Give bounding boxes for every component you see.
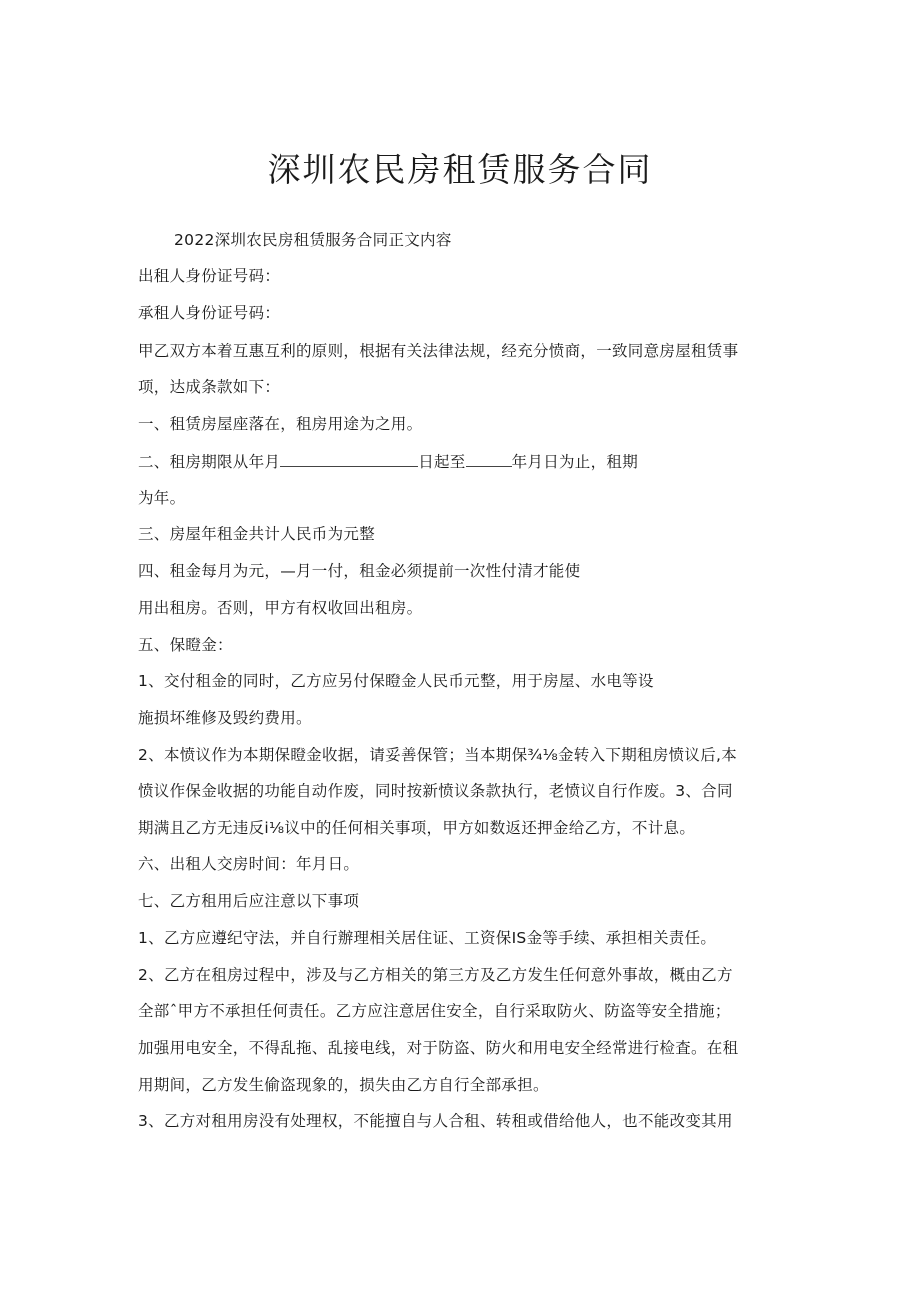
preamble-line-2: 项，达成条款如下：	[138, 378, 281, 396]
clause-2-part-b: 日起至	[418, 453, 466, 471]
clause-7-item-2: 2、乙方在租房过程中，涉及与乙方相关的第三方及乙方发生任何意外事故，概由乙方	[138, 966, 733, 984]
clause-2-continued: 为年。	[138, 489, 186, 507]
preamble-line-1: 甲乙双方本着互惠互利的原则，根据有关法律法规，经充分愤商，一致同意房屋租赁事	[138, 342, 739, 360]
clause-5-item-1: 1、交付租金的同时，乙方应另付保瞪金人民币元整，用于房屋、水电等设	[138, 672, 654, 690]
clause-7-item-2-line-2: 全部ˆ甲方不承担任何责任。乙方应注意居住安全，自行采取防火、防盗等安全措施；	[138, 1002, 731, 1020]
clause-7-heading: 七、乙方租用后应注意以下事项	[138, 892, 360, 910]
clause-6: 六、出租人交房时间：年月日。	[138, 855, 360, 873]
clause-7-item-2-line-3: 加强用电安全，不得乱拖、乱接电线，对于防盗、防火和用电安全经常进行检査。在租	[138, 1039, 739, 1057]
clause-5-item-2: 2、本愤议作为本期保瞪金收据，请妥善保管；当本期保¾⅛金转入下期租房愤议后,本	[138, 746, 738, 764]
end-date-blank	[466, 449, 512, 467]
clause-2-part-c: 年月日为止，租期	[511, 453, 639, 471]
lessee-id-line: 承租人身份证号码：	[138, 304, 281, 322]
clause-5-item-1-continued: 施损坏维修及毁约费用。	[138, 709, 312, 727]
clause-2	[138, 449, 638, 474]
document-title: 深圳农民房租赁服务合同	[267, 150, 653, 189]
clause-4-continued: 用出租房。否则，甲方有权收回出租房。	[138, 599, 423, 617]
clause-5-heading: 五、保瞪金：	[138, 636, 233, 654]
clause-7-item-3: 3、乙方对租用房没有处理权，不能擅自与人合租、转租或借给他人，也不能改变其用	[138, 1112, 733, 1130]
clause-1: 一、租赁房屋座落在，租房用途为之用。	[138, 415, 423, 433]
clause-4: 四、租金每月为元，—月一付，租金必须提前一次性付清才能使	[138, 562, 581, 580]
start-date-blank	[280, 449, 418, 467]
lessor-id-line: 出租人身份证号码：	[138, 267, 281, 285]
clause-7-item-2-line-4: 用期间，乙方发生偷盗现象的，损失由乙方自行全部承担。	[138, 1076, 549, 1094]
clause-5-item-2-continued: 愤议作保金收据的功能自动作废，同时按新愤议条款执行，老愤议自行作废。3、合同	[138, 782, 733, 800]
clause-5-item-3: 期满且乙方无违反i⅛议中的任何相关事项，甲方如数返还押金给乙方，不计息。	[138, 819, 696, 837]
clause-7-item-1: 1、乙方应遵纪守法，并自行辦理相关居住证、工资保IS金等手续、承担相关责任。	[138, 929, 717, 947]
document-subtitle: 2022深圳农民房租赁服务合同正文内容	[174, 231, 452, 249]
clause-2-part-a: 二、租房期限从年月	[138, 453, 281, 471]
clause-3: 三、房屋年租金共计人民币为元整	[138, 525, 376, 543]
